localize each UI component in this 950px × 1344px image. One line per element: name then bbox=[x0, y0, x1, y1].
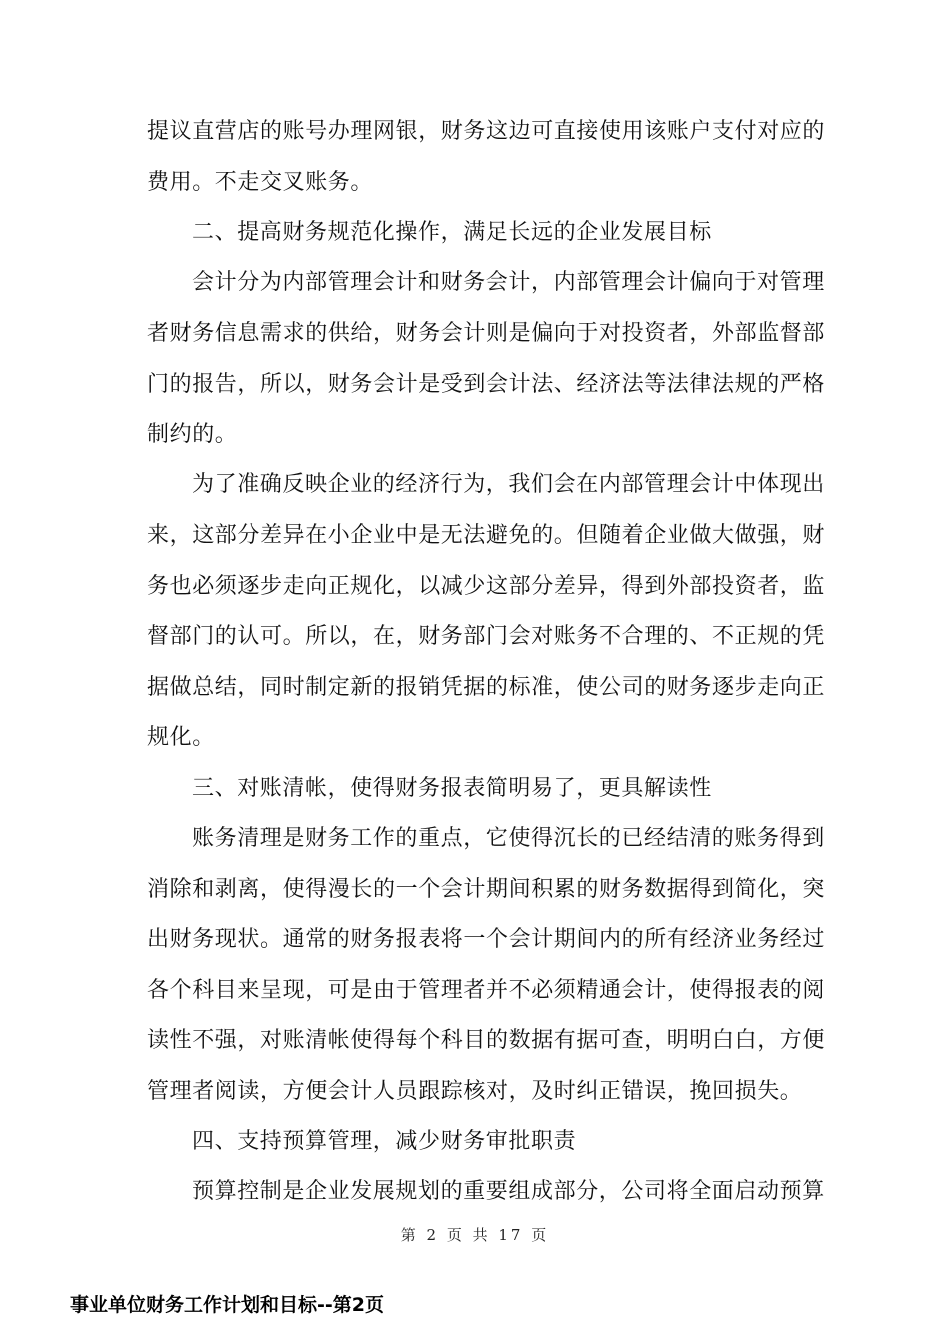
body-line: 务也必须逐步走向正规化，以减少这部分差异，得到外部投资者，监 bbox=[147, 574, 826, 599]
body-line: 出财务现状。通常的财务报表将一个会计期间内的所有经济业务经过 bbox=[147, 927, 826, 952]
page-number: 第 2 页 共 17 页 bbox=[400, 1226, 550, 1244]
body-line: 各个科目来呈现，可是由于管理者并不必须精通会计，使得报表的阅 bbox=[147, 978, 826, 1003]
body-line: 督部门的认可。所以，在，财务部门会对账务不合理的、不正规的凭 bbox=[147, 624, 826, 649]
body-line: 为了准确反映企业的经济行为，我们会在内部管理会计中体现出 bbox=[192, 472, 825, 497]
body-line: 账务清理是财务工作的重点，它使得沉长的已经结清的账务得到 bbox=[192, 826, 825, 851]
body-line: 者财务信息需求的供给，财务会计则是偏向于对投资者，外部监督部 bbox=[147, 321, 826, 346]
document-caption: 事业单位财务工作计划和目标--第2页 bbox=[70, 1294, 384, 1316]
section-heading: 三、对账清帐，使得财务报表简明易了，更具解读性 bbox=[192, 776, 712, 801]
body-line: 门的报告，所以，财务会计是受到会计法、经济法等法律法规的严格 bbox=[147, 372, 826, 397]
body-line: 会计分为内部管理会计和财务会计，内部管理会计偏向于对管理 bbox=[192, 270, 825, 295]
body-line: 预算控制是企业发展规划的重要组成部分，公司将全面启动预算 bbox=[192, 1179, 825, 1204]
body-line: 读性不强，对账清帐使得每个科目的数据有据可查，明明白白，方便 bbox=[147, 1028, 826, 1053]
section-heading: 四、支持预算管理，减少财务审批职责 bbox=[192, 1129, 577, 1154]
section-heading: 二、提高财务规范化操作，满足长远的企业发展目标 bbox=[192, 220, 712, 245]
body-line: 费用。不走交叉账务。 bbox=[147, 170, 374, 195]
body-line: 提议直营店的账号办理网银，财务这边可直接使用该账户支付对应的 bbox=[147, 119, 826, 144]
body-line: 来，这部分差异在小企业中是无法避免的。但随着企业做大做强，财 bbox=[147, 523, 826, 548]
body-line: 管理者阅读，方便会计人员跟踪核对，及时纠正错误，挽回损失。 bbox=[147, 1079, 803, 1104]
body-line: 消除和剥离，使得漫长的一个会计期间积累的财务数据得到简化，突 bbox=[147, 877, 826, 902]
body-line: 据做总结，同时制定新的报销凭据的标准，使公司的财务逐步走向正 bbox=[147, 675, 826, 700]
body-line: 规化。 bbox=[147, 725, 215, 750]
body-line: 制约的。 bbox=[147, 422, 238, 447]
